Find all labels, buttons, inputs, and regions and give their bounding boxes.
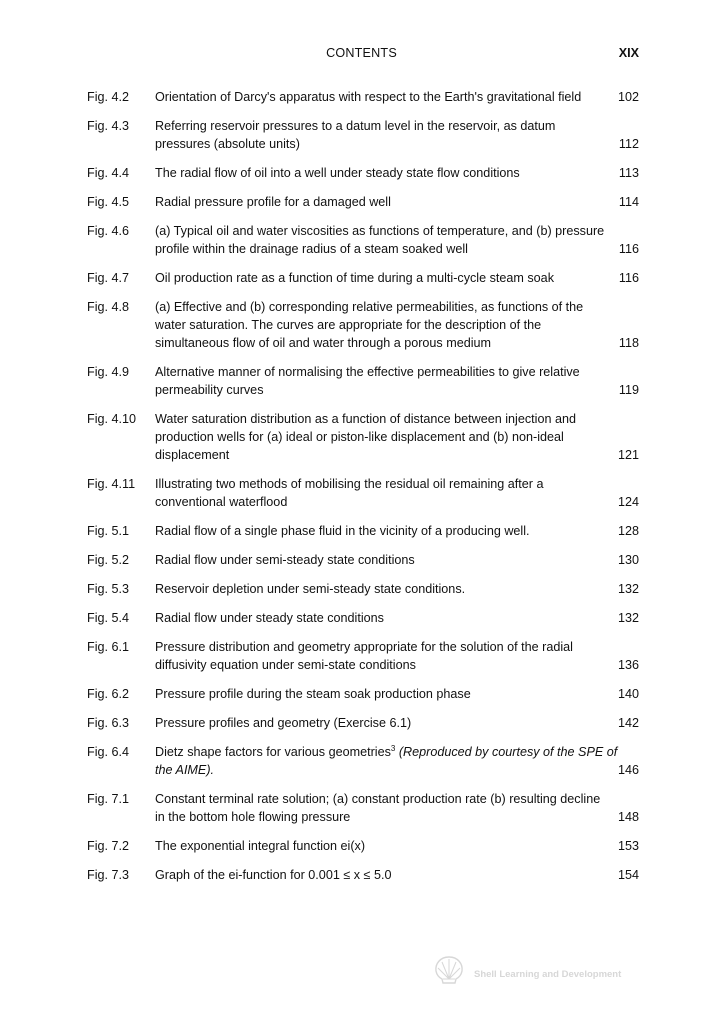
figure-label: Fig. 6.4 [87,745,129,759]
figure-caption: Constant terminal rate solution; (a) constant production rate (b) resulting decline in the bottom hole flowing pressure [155,792,601,824]
list-item [0,363,723,399]
list-item [0,638,723,674]
figure-label: Fig. 4.8 [87,300,129,314]
list-item [0,193,723,211]
shell-logo-icon [433,955,465,985]
figure-caption: Illustrating two methods of mobilising the residual oil remaining after a conventional waterflood [155,477,544,509]
brand-name: Shell Learning and Development [474,969,622,980]
figure-page: 116 [618,242,639,256]
figure-page: 132 [617,582,639,596]
footer-brand [433,955,643,989]
figure-caption: Alternative manner of normalising the effective permeabilities to give relative permeability curves [155,365,580,397]
figure-caption: Water saturation distribution as a function of distance between injection and production wells for (a) ideal or piston-like displacement and (b) non-ideal displacement [155,412,576,462]
list-item [0,551,723,569]
figure-caption: The radial flow of oil into a well under steady state flow conditions [155,166,520,180]
figure-caption: Radial flow of a single phase fluid in the vicinity of a producing well. [155,524,530,538]
figure-caption: (a) Typical oil and water viscosities as functions of temperature, and (b) pressure profile within the drainage radius of a steam soaked well [155,224,605,256]
figure-page: 102 [617,90,639,104]
figure-label: Fig. 4.5 [87,195,129,209]
figure-page: 142 [617,716,639,730]
list-item [0,790,723,826]
list-item [0,88,723,106]
figure-page: 153 [617,839,639,853]
figure-page: 124 [617,495,639,509]
figure-caption: Pressure profile during the steam soak production phase [155,687,471,701]
figure-caption: Radial flow under steady state conditions [155,611,384,625]
list-item [0,522,723,540]
figure-page: 132 [617,611,639,625]
figure-page: 112 [618,137,639,151]
caption-credit: (Reproduced by courtesy of the SPE of the AIME). [155,745,618,777]
figure-caption: Pressure profiles and geometry (Exercise 6.1) [155,716,412,730]
list-item [0,866,723,884]
list-item [0,475,723,511]
list-item [0,410,723,464]
figure-caption: Referring reservoir pressures to a datum level in the reservoir, as datum pressures (absolute units) [155,119,556,151]
figure-list [0,88,723,895]
figure-label: Fig. 7.3 [87,868,129,882]
figure-page: 154 [617,868,639,882]
figure-label: Fig. 4.10 [87,412,137,426]
figure-page: 130 [617,553,639,567]
list-item [0,609,723,627]
list-item [0,714,723,732]
list-item [0,743,723,779]
figure-label: Fig. 6.2 [87,687,129,701]
figure-label: Fig. 5.1 [87,524,129,538]
figure-label: Fig. 4.4 [87,166,129,180]
figure-caption: Graph of the ei-function for 0.001 ≤ x ≤ 5.0 [155,868,392,882]
figure-label: Fig. 5.4 [87,611,129,625]
figure-label: Fig. 7.2 [87,839,129,853]
reference-superscript: 3 [390,743,396,753]
figure-label: Fig. 5.2 [87,553,129,567]
figure-page: 148 [617,810,639,824]
figure-page: 128 [617,524,639,538]
figure-page: 119 [618,383,639,397]
list-item [0,117,723,153]
list-item [0,298,723,352]
figure-caption: Reservoir depletion under semi-steady state conditions. [155,582,466,596]
figure-label: Fig. 4.9 [87,365,129,379]
list-item [0,269,723,287]
page-title: CONTENTS [326,46,397,60]
page-header [0,44,723,62]
figure-caption: Pressure distribution and geometry appropriate for the solution of the radial diffusivity equation under semi-state conditions [155,640,573,672]
figure-label: Fig. 7.1 [87,792,129,806]
figure-label: Fig. 4.11 [87,477,136,491]
figure-page: 114 [618,195,639,209]
list-item [0,685,723,703]
figure-page: 116 [618,271,639,285]
figure-caption: Radial flow under semi-steady state conditions [155,553,415,567]
figure-page: 146 [617,763,639,777]
figure-label: Fig. 6.3 [87,716,129,730]
figure-label: Fig. 4.6 [87,224,129,238]
figure-page: 113 [618,166,639,180]
figure-caption: Radial pressure profile for a damaged well [155,195,391,209]
figure-label: Fig. 4.2 [87,90,129,104]
figure-caption [155,743,625,779]
figure-page: 136 [617,658,639,672]
figure-caption: Oil production rate as a function of time during a multi-cycle steam soak [155,271,554,285]
page-number: XIX [618,46,639,60]
figure-caption: Orientation of Darcy's apparatus with respect to the Earth's gravitational field [155,90,582,104]
caption-text: Dietz shape factors for various geometries [155,745,391,759]
figure-caption: The exponential integral function ei(x) [155,839,366,853]
figure-caption: (a) Effective and (b) corresponding relative permeabilities, as functions of the water saturation. The curves are appropriate for the description of the simultaneous flow of oil and water through a porous medium [155,300,584,350]
list-item [0,164,723,182]
list-item [0,580,723,598]
figure-label: Fig. 6.1 [87,640,129,654]
figure-label: Fig. 5.3 [87,582,129,596]
figure-label: Fig. 4.7 [87,271,129,285]
figure-page: 140 [617,687,639,701]
list-item [0,222,723,258]
figure-label: Fig. 4.3 [87,119,129,133]
figure-page: 118 [618,336,639,350]
list-item [0,837,723,855]
figure-page: 121 [617,448,639,462]
